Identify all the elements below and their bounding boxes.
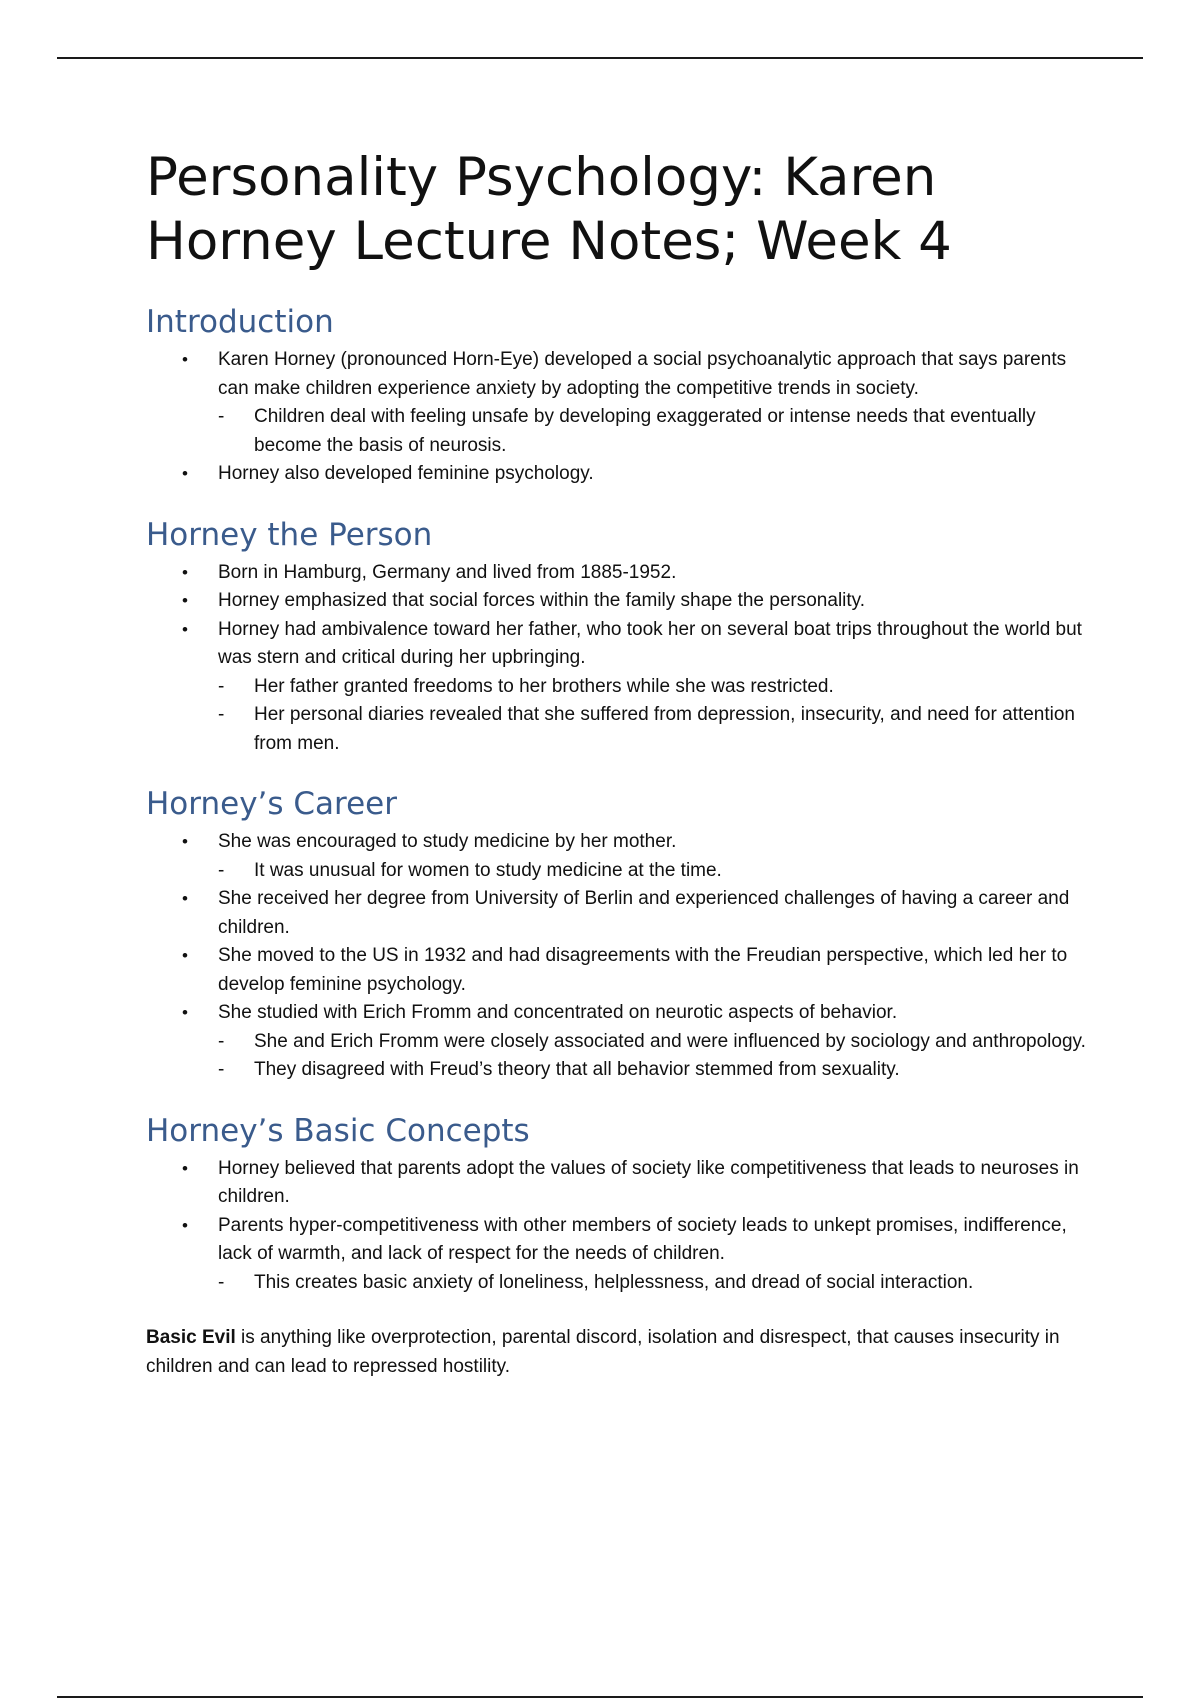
section-introduction xyxy=(146,302,1096,489)
bullet-text: Horney had ambivalence toward her father, who took her on several boat trips throughout the world but was stern and critical during her upbringing. xyxy=(218,618,1082,668)
sub-list xyxy=(218,673,1096,759)
sub-item xyxy=(218,1269,1096,1298)
sub-item-text: Her personal diaries revealed that she suffered from depression, insecurity, and need for attention from men. xyxy=(254,704,1075,754)
bullet-icon: • xyxy=(182,889,188,908)
section-horney-s-career xyxy=(146,784,1096,1085)
section-heading: Introduction xyxy=(146,304,334,340)
sub-item xyxy=(218,1056,1096,1085)
sub-item-text: She and Erich Fromm were closely associated and were influenced by sociology and anthropology. xyxy=(254,1030,1086,1052)
sub-item xyxy=(218,673,1096,702)
bullet-item xyxy=(146,999,1096,1085)
bullet-item xyxy=(146,559,1096,588)
bullet-item xyxy=(146,1212,1096,1298)
sub-item xyxy=(218,701,1096,758)
bullet-text: She studied with Erich Fromm and concentrated on neurotic aspects of behavior. xyxy=(218,1002,898,1023)
bullet-icon: • xyxy=(182,946,188,965)
bullet-item xyxy=(146,346,1096,460)
sub-item xyxy=(218,857,1096,886)
bullet-text: She was encouraged to study medicine by her mother. xyxy=(218,831,677,852)
sub-list xyxy=(218,403,1096,460)
bullet-icon: • xyxy=(182,1003,188,1022)
sections-container xyxy=(146,302,1096,1297)
sub-item-text: This creates basic anxiety of loneliness, helplessness, and dread of social interaction. xyxy=(254,1271,974,1293)
dash-icon: - xyxy=(218,1271,225,1293)
dash-icon: - xyxy=(218,1030,225,1052)
bullet-text: Karen Horney (pronounced Horn-Eye) developed a social psychoanalytic approach that says parents can make children experience anxiety by adopting the competitive trends in society. xyxy=(218,349,1067,399)
document-title: Personality Psychology: Karen Horney Lecture Notes; Week 4 xyxy=(146,147,952,272)
bullet-icon: • xyxy=(182,832,188,851)
bullet-icon: • xyxy=(182,562,188,582)
top-rule xyxy=(57,57,1143,59)
document-body xyxy=(146,146,1096,1381)
bullet-icon: • xyxy=(182,1215,188,1235)
bullet-item xyxy=(146,828,1096,885)
sub-list xyxy=(218,857,1096,886)
sub-item-text: They disagreed with Freud’s theory that all behavior stemmed from sexuality. xyxy=(254,1059,900,1080)
sub-item xyxy=(218,403,1096,460)
dash-icon: - xyxy=(218,1059,225,1080)
basic-evil-definition: is anything like overprotection, parental discord, isolation and disrespect, that causes insecurity in children and can lead to repressed hostility. xyxy=(146,1327,1060,1377)
dash-icon: - xyxy=(218,704,225,725)
sub-item-text: Her father granted freedoms to her brothers while she was restricted. xyxy=(254,675,834,697)
sub-item-text: It was unusual for women to study medicine at the time. xyxy=(254,859,722,881)
section-horney-the-person xyxy=(146,515,1096,759)
sub-item xyxy=(218,1028,1096,1057)
dash-icon: - xyxy=(218,406,225,427)
bullet-list xyxy=(146,828,1096,1085)
bullet-icon: • xyxy=(182,619,188,639)
bullet-text: Parents hyper-competitiveness with other members of society leads to unkept promises, indifference, lack of warmth, and lack of respect for the needs of children. xyxy=(218,1214,1067,1264)
sub-item-text: Children deal with feeling unsafe by developing exaggerated or intense needs that eventually become the basis of neurosis. xyxy=(254,406,1036,456)
section-heading: Horney’s Career xyxy=(146,786,397,822)
bullet-text: She received her degree from University of Berlin and experienced challenges of having a career and children. xyxy=(218,888,1070,938)
sub-list xyxy=(218,1269,1096,1298)
bullet-text: She moved to the US in 1932 and had disagreements with the Freudian perspective, which led her to develop feminine psychology. xyxy=(218,945,1068,995)
bullet-icon: • xyxy=(182,591,188,610)
basic-evil-term: Basic Evil xyxy=(146,1327,236,1348)
bullet-item xyxy=(146,460,1096,489)
bullet-icon: • xyxy=(182,350,188,369)
section-horney-s-basic-concepts xyxy=(146,1111,1096,1298)
bullet-item xyxy=(146,1155,1096,1212)
dash-icon: - xyxy=(218,859,225,881)
bullet-text: Horney believed that parents adopt the values of society like competitiveness that leads to neuroses in children. xyxy=(218,1157,1079,1207)
sub-list xyxy=(218,1028,1096,1085)
dash-icon: - xyxy=(218,675,225,697)
bullet-item xyxy=(146,942,1096,999)
bullet-text: Born in Hamburg, Germany and lived from 1885-1952. xyxy=(218,561,677,583)
bullet-list xyxy=(146,346,1096,489)
bullet-text: Horney emphasized that social forces within the family shape the personality. xyxy=(218,590,866,611)
bullet-list xyxy=(146,1155,1096,1298)
bullet-item xyxy=(146,885,1096,942)
bullet-icon: • xyxy=(182,464,188,483)
closing-paragraph xyxy=(146,1323,1096,1381)
bullet-icon: • xyxy=(182,1158,188,1178)
bullet-item xyxy=(146,616,1096,759)
bullet-item xyxy=(146,587,1096,616)
section-heading: Horney’s Basic Concepts xyxy=(146,1112,530,1149)
bullet-list xyxy=(146,559,1096,759)
section-heading: Horney the Person xyxy=(146,516,433,553)
bullet-text: Horney also developed feminine psychology. xyxy=(218,463,594,484)
bottom-rule xyxy=(57,1696,1143,1698)
